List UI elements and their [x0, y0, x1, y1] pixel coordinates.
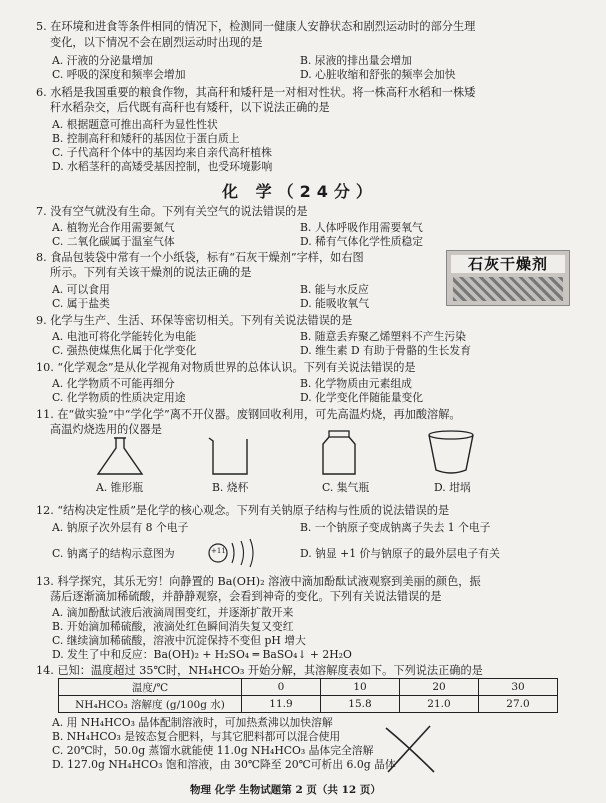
beaker-icon: [205, 436, 255, 476]
q11-option-c: C. 集气瓶: [322, 481, 370, 494]
q12-stem: 12. “结构决定性质”是化学的核心观念。下列有关钠原子结构与性质的说法错误的是: [36, 504, 450, 517]
q14-option-a: A. 用 NH₄HCO₃ 晶体配制溶液时，可加热煮沸以加快溶解: [52, 716, 333, 729]
q7-option-b: B. 人体呼吸作用需要氧气: [300, 221, 423, 234]
q8-stem-line1: 8. 食品包装袋中常有一个小纸袋，标有“石灰干燥剂”字样，如右图: [36, 251, 364, 264]
q6-option-c: C. 子代高秆个体中的基因均来自亲代高秆植株: [52, 146, 272, 159]
q12-option-d: D. 钠显 +1 价与钠原子的最外层电子有关: [300, 547, 500, 560]
nucleus-charge-label: +11: [211, 547, 226, 555]
q13-option-b: B. 开始滴加稀硫酸，液滴处红色瞬间消失复又变红: [52, 620, 294, 633]
q9-option-d: D. 维生素 D 有助于骨骼的生长发育: [300, 344, 472, 357]
q9-option-b: B. 随意丢弃聚乙烯塑料不产生污染: [300, 330, 466, 343]
q11-stem-line1: 11. 在“做实验”中“学化学”离不开仪器。废钢回收利用，可先高温灼烧，再加酸溶解。: [36, 408, 461, 421]
q8-option-b: B. 能与水反应: [300, 283, 369, 296]
q13-stem-line1: 13. 科学探究，其乐无穷！向静置的 Ba(OH)₂ 溶液中滴加酚酞试液观察到美丽的颜色，振: [36, 575, 481, 588]
table-cell: 21.0: [400, 696, 479, 713]
q12-option-b: B. 一个钠原子变成钠离子失去 1 个电子: [300, 521, 491, 534]
package-print-pattern: [453, 277, 563, 301]
q7-option-a: A. 植物光合作用需要氮气: [52, 221, 175, 234]
q13-stem-line2: 荡后逐渐滴加稀硫酸，并静静观察，会看到神奇的变化。下列有关说法错误的是: [50, 590, 442, 603]
table-cell: 10: [321, 679, 400, 696]
q14-option-c: C. 20℃时，50.0g 蒸馏水就能使 11.0g NH₄HCO₃ 晶体完全溶解: [52, 744, 374, 757]
table-cell: 15.8: [321, 696, 400, 713]
q6-stem-line2: 秆水稻杂交，后代既有高秆也有矮秆，以下说法正确的是: [50, 101, 330, 114]
q6-stem-line1: 6. 水稻是我国重要的粮食作物，其高秆和矮秆是一对相对性状。将一株高秆水稻和一株矮: [36, 86, 476, 99]
q10-option-d: D. 化学变化伴随能量变化: [300, 391, 424, 404]
q8-option-c: C. 属于盐类: [52, 297, 110, 310]
table-cell: 30: [479, 679, 558, 696]
q13-option-a: A. 滴加酚酞试液后液滴周围变红，并逐渐扩散开来: [52, 606, 294, 619]
q9-option-c: C. 强热使煤焦化属于化学变化: [52, 344, 197, 357]
q9-stem: 9. 化学与生产、生活、环保等密切相关。下列有关说法错误的是: [36, 314, 353, 327]
q6-option-b: B. 控制高秆和矮秆的基因位于蛋白质上: [52, 132, 240, 145]
q6-option-d: D. 水稻茎秆的高矮受基因控制，也受环境影响: [52, 160, 273, 173]
table-row: [59, 696, 558, 713]
q10-option-c: C. 化学物质的性质决定用途: [52, 391, 186, 404]
table-cell: NH₄HCO₃ 溶解度 (g/100g 水): [59, 696, 242, 713]
q11-option-b: B. 烧杯: [212, 481, 249, 494]
q7-option-c: C. 二氧化碳属于温室气体: [52, 235, 175, 248]
q10-stem: 10. “化学观念”是从化学视角对物质世界的总体认识。下列有关说法错误的是: [36, 361, 416, 374]
q8-stem-line2: 所示。下列有关该干燥剂的说法正确的是: [50, 266, 252, 279]
q11-option-d: D. 坩埚: [434, 481, 471, 494]
q6-option-a: A. 根据题意可推出高秆为显性性状: [52, 118, 218, 131]
q5-option-a: A. 汗液的分泌量增加: [52, 54, 154, 67]
q7-stem: 7. 没有空气就没有生命。下列有关空气的说法错误的是: [36, 205, 308, 218]
q5-stem-line2: 变化，以下情况不会在剧烈运动时出现的是: [50, 36, 263, 49]
q10-option-a: A. 化学物质不可能再细分: [52, 377, 175, 390]
table-cell: 11.9: [242, 696, 321, 713]
q5-option-d: D. 心脏收缩和舒张的频率会加快: [300, 68, 456, 81]
q12-option-a: A. 钠原子次外层有 8 个电子: [52, 521, 189, 534]
table-cell: 0: [242, 679, 321, 696]
q12-option-c: C. 钠离子的结构示意图为: [52, 547, 175, 560]
q13-option-d: D. 发生了中和反应：Ba(OH)₂ + H₂SO₄ ═ BaSO₄↓ + 2H₂O: [52, 648, 352, 661]
q9-option-a: A. 电池可将化学能转化为电能: [52, 330, 197, 343]
table-cell: 温度/℃: [59, 679, 242, 696]
page-footer: 物理 化学 生物试题第 2 页（共 12 页）: [190, 784, 381, 796]
q11-stem-line2: 高温灼烧选用的仪器是: [50, 423, 162, 436]
desiccant-label: 石灰干燥剂: [451, 255, 565, 273]
table-cell: 20: [400, 679, 479, 696]
q14-stem: 14. 已知：温度超过 35℃时，NH₄HCO₃ 开始分解，其溶解度表如下。下列说法正确的是: [36, 664, 483, 677]
gas-collecting-bottle-icon: [317, 430, 361, 476]
q8-option-a: A. 可以食用: [52, 283, 110, 296]
q7-option-d: D. 稀有气体化学性质稳定: [300, 235, 424, 248]
q13-option-c: C. 继续滴加稀硫酸，溶液中沉淀保持不变但 pH 增大: [52, 634, 306, 647]
desiccant-package-image: [446, 250, 570, 306]
q5-option-b: B. 尿液的排出量会增加: [300, 54, 412, 67]
handwritten-cross-mark: [380, 722, 440, 776]
section-title-chemistry: 化 学（24分）: [222, 182, 378, 201]
table-cell: 27.0: [479, 696, 558, 713]
q14-option-d: D. 127.0g NH₄HCO₃ 饱和溶液，由 30℃降至 20℃可析出 6.0g 晶体: [52, 758, 396, 771]
q5-stem-line1: 5. 在环境和进食等条件相同的情况下，检测同一健康人安静状态和剧烈运动时的部分生理: [36, 20, 476, 33]
solubility-table: [58, 678, 558, 713]
crucible-icon: [425, 430, 477, 476]
q11-option-a: A. 锥形瓶: [96, 481, 144, 494]
conical-flask-icon: [90, 436, 150, 476]
q5-option-c: C. 呼吸的深度和频率会增加: [52, 68, 186, 81]
q14-option-b: B. NH₄HCO₃ 是铵态复合肥料，与其它肥料都可以混合使用: [52, 730, 341, 743]
q10-option-b: B. 化学物质由元素组成: [300, 377, 412, 390]
table-row: [59, 679, 558, 696]
q8-option-d: D. 能吸收氧气: [300, 297, 370, 310]
